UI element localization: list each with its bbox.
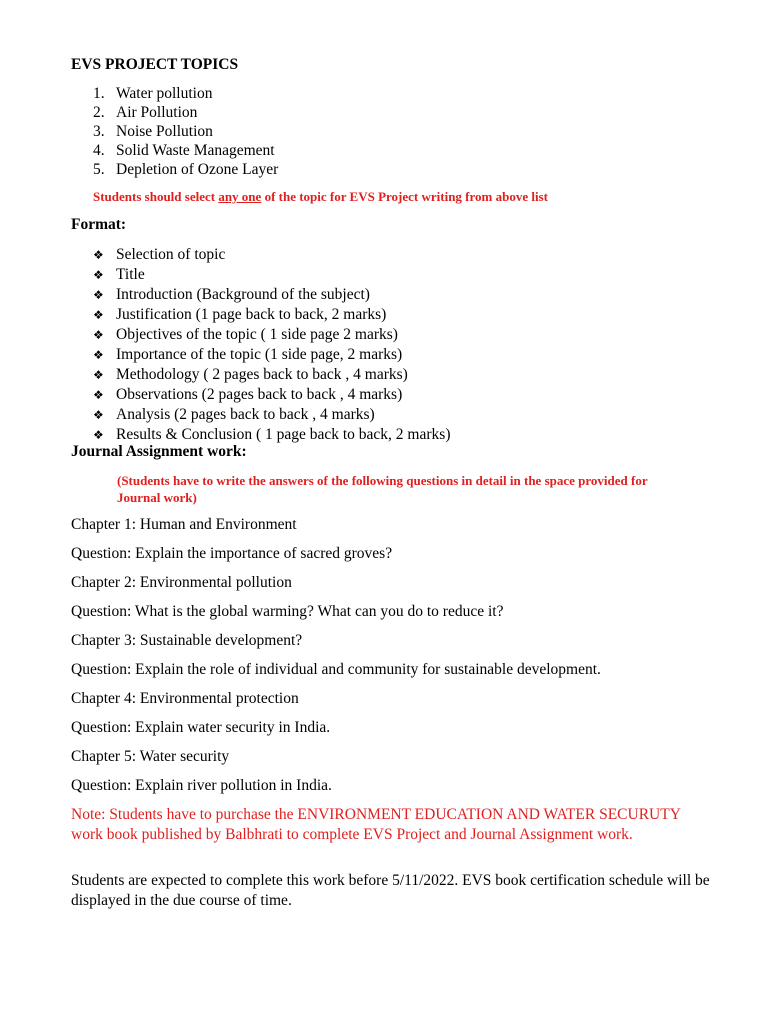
diamond-bullet-icon: ❖ (93, 248, 104, 262)
list-item: ❖ Methodology ( 2 pages back to back , 4 marks) (93, 366, 408, 383)
list-item: ❖ Analysis (2 pages back to back , 4 marks) (93, 406, 375, 423)
list-item: 5. Depletion of Ozone Layer (93, 161, 279, 178)
list-item: ❖ Selection of topic (93, 246, 226, 263)
chapter-line: Chapter 4: Environmental protection (71, 690, 299, 707)
question-line: Question: Explain water security in India. (71, 719, 331, 736)
diamond-bullet-icon: ❖ (93, 328, 104, 342)
deadline-paragraph: Students are expected to complete this work before 5/11/2022. EVS book certification schedule will be displayed in the due course of time. (71, 872, 710, 909)
format-list (93, 245, 450, 445)
diamond-bullet-icon: ❖ (93, 428, 104, 442)
workbook-note: Note: Students have to purchase the ENVIRONMENT EDUCATION AND WATER SECURUTY work book published by Balbhrati to complete EVS Project and Journal Assignment work. (71, 806, 681, 843)
page-title: EVS PROJECT TOPICS (71, 56, 239, 73)
chapter-line: Chapter 2: Environmental pollution (71, 574, 292, 591)
diamond-bullet-icon: ❖ (93, 388, 104, 402)
chapter-line: Chapter 3: Sustainable development? (71, 632, 303, 649)
list-item: 2. Air Pollution (93, 104, 198, 121)
list-item: ❖ Objectives of the topic ( 1 side page 2 marks) (93, 326, 398, 343)
list-item: ❖ Results & Conclusion ( 1 page back to back, 2 marks) (93, 426, 451, 443)
diamond-bullet-icon: ❖ (93, 308, 104, 322)
list-item: ❖ Title (93, 266, 145, 283)
question-line: Question: Explain river pollution in India. (71, 777, 332, 794)
diamond-bullet-icon: ❖ (93, 368, 104, 382)
diamond-bullet-icon: ❖ (93, 348, 104, 362)
chapter-line: Chapter 1: Human and Environment (71, 516, 297, 533)
list-item: ❖ Justification (1 page back to back, 2 marks) (93, 306, 387, 323)
list-item: ❖ Importance of the topic (1 side page, 2 marks) (93, 346, 403, 363)
list-item: 4. Solid Waste Management (93, 142, 275, 159)
list-item: ❖ Introduction (Background of the subject) (93, 286, 370, 303)
question-line: Question: What is the global warming? What can you do to reduce it? (71, 603, 504, 620)
list-item: 3. Noise Pollution (93, 123, 213, 140)
diamond-bullet-icon: ❖ (93, 288, 104, 302)
diamond-bullet-icon: ❖ (93, 408, 104, 422)
any-one-emphasis: any one (218, 189, 262, 204)
question-line: Question: Explain the importance of sacred groves? (71, 545, 393, 562)
list-item: 1. Water pollution (93, 85, 213, 102)
chapter-line: Chapter 5: Water security (71, 748, 230, 765)
question-line: Question: Explain the role of individual and community for sustainable development. (71, 661, 601, 678)
journal-instruction: (Students have to write the answers of the following questions in detail in the space provided for Journal work) (117, 473, 648, 505)
journal-questions (71, 515, 601, 805)
diamond-bullet-icon: ❖ (93, 268, 104, 282)
format-heading: Format: (71, 216, 127, 233)
journal-heading: Journal Assignment work: (71, 443, 247, 460)
list-item: ❖ Observations (2 pages back to back , 4 marks) (93, 386, 403, 403)
topic-list (93, 84, 278, 179)
topic-selection-instruction: Students should select any one of the topic for EVS Project writing from above list (93, 189, 548, 204)
